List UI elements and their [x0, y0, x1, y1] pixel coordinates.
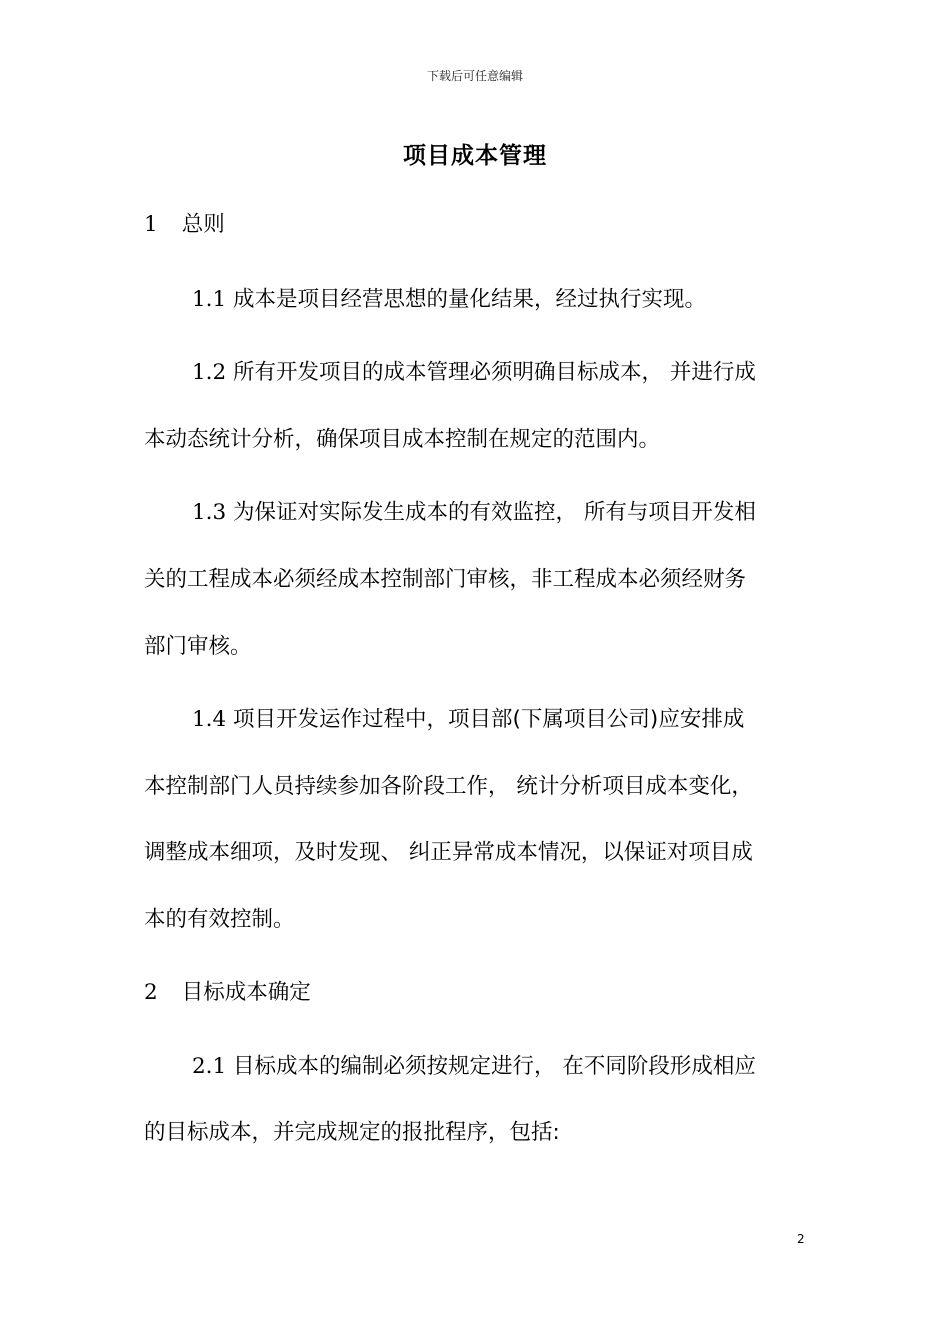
- paragraph-line: [192, 705, 872, 735]
- header-note: 下载后可任意编辑: [426, 69, 523, 83]
- clause-number: 1.3: [192, 500, 227, 525]
- section-heading: [144, 978, 824, 1008]
- section-heading: [144, 210, 824, 240]
- paragraph-text: 所有开发项目的成本管理必须明确目标成本， 并进行成: [233, 360, 756, 385]
- section-title: 总则: [181, 212, 225, 237]
- paragraph-text: 目标成本的编制必须按规定进行， 在不同阶段形成相应: [233, 1054, 756, 1079]
- clause-number: 1.4: [192, 707, 227, 732]
- section-title: 目标成本确定: [181, 980, 311, 1005]
- paragraph-line: 调整成本细项，及时发现、 纠正异常成本情况，以保证对项目成: [144, 840, 753, 865]
- clause-number: 1.2: [192, 360, 227, 385]
- paragraph-line: 关的工程成本必须经成本控制部门审核，非工程成本必须经财务: [144, 567, 747, 592]
- paragraph-line: [192, 498, 872, 528]
- clause-number: 1.1: [192, 287, 227, 312]
- section-number: 2: [144, 980, 158, 1005]
- section-number: 1: [144, 212, 158, 237]
- page-number: 2: [797, 1232, 805, 1246]
- paragraph-line: 本控制部门人员持续参加各阶段工作， 统计分析项目成本变化，: [144, 774, 753, 799]
- paragraph-text: 为保证对实际发生成本的有效监控， 所有与项目开发相: [233, 500, 756, 525]
- paragraph-line: 部门审核。: [144, 634, 252, 659]
- clause-number: 2.1: [192, 1054, 227, 1079]
- paragraph-line: [192, 285, 872, 315]
- document-title: 项目成本管理: [403, 143, 547, 169]
- paragraph-line: 本动态统计分析，确保项目成本控制在规定的范围内。: [144, 427, 661, 452]
- paragraph-text: 项目开发运作过程中，项目部(下属项目公司)应安排成: [233, 707, 745, 732]
- paragraph-line: [192, 1052, 872, 1082]
- paragraph-line: [192, 358, 872, 388]
- paragraph-line: 本的有效控制。: [144, 907, 295, 932]
- paragraph-text: 成本是项目经营思想的量化结果，经过执行实现。: [233, 287, 707, 312]
- paragraph-line: 的目标成本，并完成规定的报批程序，包括:: [144, 1120, 560, 1145]
